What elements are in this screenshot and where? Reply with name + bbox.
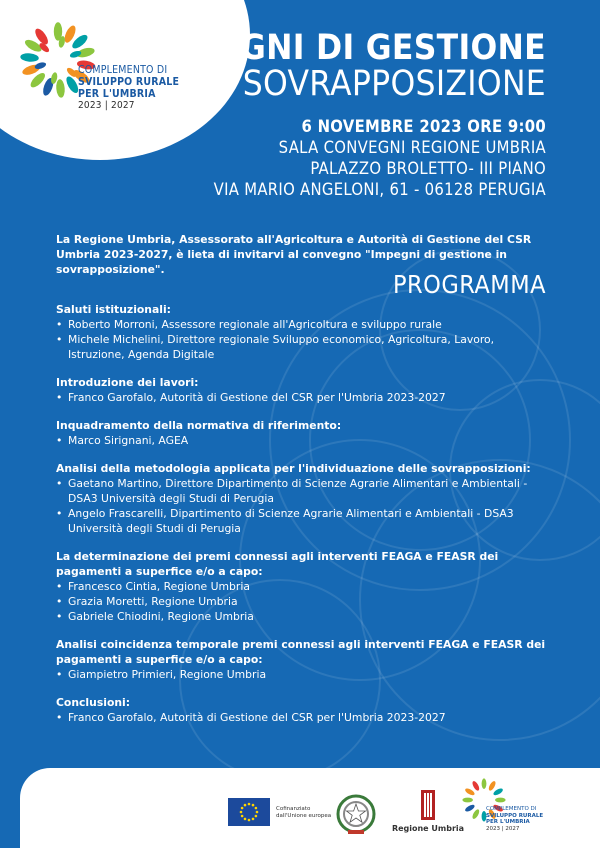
event-info: [214, 116, 546, 200]
program-section: [56, 302, 546, 362]
program-section: [56, 695, 546, 725]
logo-line: PER L'UMBRIA: [78, 88, 156, 100]
list-item: • Gaetano Martino, Direttore Dipartimento di Scienze Agrarie Alimentari e Ambientali - DSA3 Università degli Studi di Perugia: [56, 476, 546, 506]
page-title: [151, 30, 546, 102]
list-item: • Roberto Morroni, Assessore regionale all'Agricoltura e sviluppo rurale: [56, 317, 546, 332]
logo-years: 2023 | 2027: [78, 100, 135, 111]
logo-years: 2023 | 2027: [486, 825, 520, 832]
list-item: • Francesco Cintia, Regione Umbria: [56, 579, 546, 594]
event-venue: SALA CONVEGNI REGIONE UMBRIA: [278, 138, 546, 157]
program-section: [56, 461, 546, 536]
section-title: Conclusioni:: [56, 696, 131, 709]
title-line-2: IN SOVRAPPOSIZIONE: [198, 64, 546, 104]
eu-logo: [228, 798, 340, 838]
logo-line: COMPLEMENTO DI: [486, 806, 537, 812]
logo-line: SVILUPPO RURALE: [486, 812, 544, 819]
list-item: • Franco Garofalo, Autorità di Gestione del CSR per l'Umbria 2023-2027: [56, 390, 546, 405]
event-date: 6 NOVEMBRE 2023 ORE 9:00: [301, 117, 546, 136]
section-title: Analisi coincidenza temporale premi connessi agli interventi FEAGA e FEASR dei pagamenti a superfice e/o a capo:: [56, 638, 546, 666]
intro-text: La Regione Umbria, Assessorato all'Agricoltura e Autorità di Gestione del CSR Umbria 2023-2027, è lieta di invitarvi al convegno "Impegni di gestione in sovrapposizione".: [56, 233, 532, 276]
csr-logo-small: [460, 776, 570, 842]
logo-small-text: [486, 806, 543, 832]
event-building: PALAZZO BROLETTO- III PIANO: [310, 159, 546, 178]
list-item: • Marco Sirignani, AGEA: [56, 433, 546, 448]
title-line-1: IMPEGNI DI GESTIONE: [151, 28, 546, 68]
footer-logos: [20, 768, 600, 848]
eu-text: Cofinanziato dall'Unione europea: [276, 806, 332, 819]
list-item: • Michele Michelini, Direttore regionale Sviluppo economico, Agricoltura, Lavoro, Istruzione, Agenda Digitale: [56, 332, 546, 362]
list-item: • Angelo Frascarelli, Dipartimento di Scienze Agrarie Alimentari e Ambientali - DSA3 Università degli Studi di Perugia: [56, 506, 546, 536]
section-title: Saluti istituzionali:: [56, 303, 172, 316]
program-list: [56, 302, 546, 738]
regione-umbria-logo: [386, 790, 470, 838]
section-title: Inquadramento della normativa di riferimento:: [56, 419, 342, 432]
list-item: • Franco Garofalo, Autorità di Gestione del CSR per l'Umbria 2023-2027: [56, 710, 546, 725]
regione-label: Regione Umbria: [391, 824, 465, 833]
programma-heading: PROGRAMMA: [392, 270, 546, 299]
logo-line: SVILUPPO RURALE: [78, 76, 180, 88]
italian-republic-emblem-icon: [334, 792, 378, 838]
program-section: [56, 637, 546, 682]
list-item: • Giampietro Primieri, Regione Umbria: [56, 667, 546, 682]
event-address: VIA MARIO ANGELONI, 61 - 06128 PERUGIA: [213, 180, 546, 199]
section-title: Analisi della metodologia applicata per l'individuazione delle sovrapposizioni:: [56, 462, 531, 475]
logo-line: COMPLEMENTO DI: [78, 64, 168, 76]
section-title: Introduzione dei lavori:: [56, 376, 199, 389]
logo-line: PER L'UMBRIA: [486, 819, 530, 825]
regione-emblem-icon: [421, 790, 435, 820]
eu-flag-icon: [228, 798, 270, 826]
section-title: La determinazione dei premi connessi agli interventi FEAGA e FEASR dei pagamenti a superfice e/o a capo:: [56, 550, 499, 578]
list-item: • Gabriele Chiodini, Regione Umbria: [56, 609, 546, 624]
list-item: • Grazia Moretti, Regione Umbria: [56, 594, 546, 609]
program-section: [56, 549, 546, 624]
program-section: [56, 375, 546, 405]
program-section: [56, 418, 546, 448]
